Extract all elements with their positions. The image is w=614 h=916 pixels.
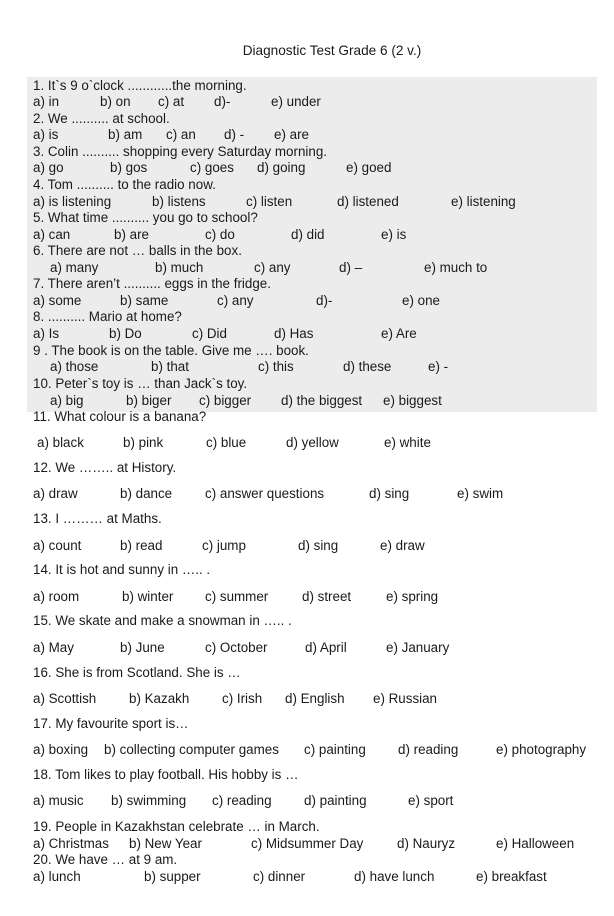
- answer-option: e) Russian: [373, 691, 438, 706]
- answer-option: b) much: [155, 260, 204, 275]
- answer-option: d) Has: [274, 326, 314, 341]
- question-text: 14. It is hot and sunny in ….. .: [33, 562, 211, 577]
- answer-option: c) jump: [202, 538, 246, 553]
- answer-option: c) Irish: [222, 691, 263, 706]
- question-text: 18. Tom likes to play football. His hobby is …: [33, 767, 299, 782]
- answer-option: a) room: [33, 589, 80, 604]
- answer-option: d) reading: [398, 742, 459, 757]
- question-text: 16. She is from Scotland. She is …: [33, 665, 241, 680]
- answer-option: a) lunch: [33, 869, 81, 884]
- answer-option: d) –: [339, 260, 363, 275]
- answer-option: b) listens: [152, 194, 206, 209]
- answer-option: a) many: [50, 260, 99, 275]
- answer-option: e) Halloween: [496, 836, 575, 851]
- answer-option: a) in: [33, 94, 60, 109]
- answer-option: b) same: [120, 293, 169, 308]
- answer-option: b) Kazakh: [129, 691, 190, 706]
- answer-option: b) swimming: [111, 793, 187, 808]
- answer-option: b) dance: [120, 486, 173, 501]
- question-text: 6. There are not … balls in the box.: [33, 243, 242, 258]
- answer-option: d) these: [343, 359, 392, 374]
- answer-option: e) breakfast: [476, 869, 547, 884]
- question-text: 8. .......... Mario at home?: [33, 309, 182, 324]
- answer-option: b) read: [120, 538, 163, 553]
- answer-option: e) one: [402, 293, 440, 308]
- answer-option: c) this: [258, 359, 294, 374]
- answer-option: c) answer questions: [205, 486, 325, 501]
- answer-option: a) May: [33, 640, 74, 655]
- answer-option: e) are: [274, 127, 309, 142]
- answer-option: c) reading: [212, 793, 272, 808]
- answer-option: d) have lunch: [354, 869, 435, 884]
- question-text: 1. It`s 9 o`clock ............the morning.: [33, 78, 247, 93]
- answer-option: c) any: [217, 293, 254, 308]
- question-text: 11. What colour is a banana?: [33, 409, 207, 424]
- answer-option: c) painting: [304, 742, 366, 757]
- answer-option: c) Midsummer Day: [251, 836, 364, 851]
- answer-option: e) sport: [408, 793, 454, 808]
- question-text: 15. We skate and make a snowman in ….. .: [33, 613, 292, 628]
- answer-option: a) those: [50, 359, 99, 374]
- answer-option: a) music: [33, 793, 84, 808]
- answer-option: b) June: [120, 640, 165, 655]
- answer-option: c) an: [166, 127, 196, 142]
- answer-option: e) goed: [346, 160, 392, 175]
- answer-option: a) go: [33, 160, 64, 175]
- answer-option: c) any: [254, 260, 291, 275]
- question-text: 17. My favourite sport is…: [33, 716, 189, 731]
- answer-option: d) sing: [298, 538, 339, 553]
- question-text: 7. There aren’t .......... eggs in the fridge.: [33, 276, 271, 291]
- answer-option: e) listening: [451, 194, 516, 209]
- answer-option: c) do: [205, 227, 235, 242]
- answer-option: c) blue: [206, 435, 247, 450]
- answer-option: b) Do: [109, 326, 142, 341]
- answer-option: d)-: [214, 94, 231, 109]
- question-text: 19. People in Kazakhstan celebrate … in March.: [33, 819, 320, 834]
- answer-option: e) photography: [496, 742, 587, 757]
- answer-option: a) can: [33, 227, 71, 242]
- answer-option: d) going: [257, 160, 306, 175]
- answer-option: b) are: [114, 227, 149, 242]
- answer-option: c) summer: [205, 589, 269, 604]
- answer-option: a) is listening: [33, 194, 112, 209]
- answer-option: a) boxing: [33, 742, 89, 757]
- answer-option: a) draw: [33, 486, 78, 501]
- answer-option: a) some: [33, 293, 82, 308]
- answer-option: d) yellow: [286, 435, 339, 450]
- answer-option: d) -: [224, 127, 245, 142]
- answer-option: a) count: [33, 538, 82, 553]
- answer-option: d)-: [316, 293, 333, 308]
- answer-option: b) New Year: [129, 836, 202, 851]
- answer-option: d) Nauryz: [397, 836, 456, 851]
- answer-option: d) the biggest: [281, 393, 363, 408]
- question-text: 10. Peter`s toy is … than Jack`s toy.: [33, 376, 248, 391]
- answer-option: e) is: [381, 227, 407, 242]
- answer-option: e) swim: [457, 486, 504, 501]
- question-text: 9 . The book is on the table. Give me …. book.: [33, 343, 309, 358]
- answer-option: b) winter: [122, 589, 174, 604]
- question-text: 4. Tom .......... to the radio now.: [33, 177, 216, 192]
- answer-option: e) -: [428, 359, 449, 374]
- answer-option: e) draw: [380, 538, 425, 553]
- answer-option: c) Did: [192, 326, 227, 341]
- answer-option: a) Is: [33, 326, 60, 341]
- answer-option: e) much to: [424, 260, 488, 275]
- answer-option: d) sing: [369, 486, 410, 501]
- answer-option: c) bigger: [199, 393, 252, 408]
- answer-option: b) collecting computer games: [104, 742, 279, 757]
- answer-option: e) January: [386, 640, 450, 655]
- question-text: 3. Colin .......... shopping every Saturday morning.: [33, 144, 327, 159]
- answer-option: d) listened: [337, 194, 399, 209]
- answer-option: e) spring: [386, 589, 439, 604]
- answer-option: e) under: [271, 94, 321, 109]
- answer-option: a) Scottish: [33, 691, 97, 706]
- answer-option: b) gos: [110, 160, 148, 175]
- answer-option: b) am: [108, 127, 143, 142]
- answer-option: c) dinner: [253, 869, 306, 884]
- answer-option: b) pink: [123, 435, 164, 450]
- answer-option: e) Are: [381, 326, 417, 341]
- answer-option: b) that: [151, 359, 189, 374]
- answer-option: a) black: [37, 435, 84, 450]
- answer-option: e) biggest: [383, 393, 442, 408]
- answer-option: b) supper: [144, 869, 201, 884]
- answer-option: c) October: [205, 640, 268, 655]
- question-text: 2. We .......... at school.: [33, 111, 170, 126]
- question-text: 5. What time .......... you go to school?: [33, 210, 258, 225]
- answer-option: d) painting: [304, 793, 367, 808]
- answer-option: d) did: [291, 227, 325, 242]
- answer-option: c) listen: [246, 194, 293, 209]
- answer-option: b) on: [100, 94, 131, 109]
- answer-option: e) white: [384, 435, 431, 450]
- answer-option: d) April: [305, 640, 347, 655]
- answer-option: d) English: [285, 691, 345, 706]
- question-text: 13. I ……… at Maths.: [33, 511, 162, 526]
- answer-option: b) biger: [126, 393, 172, 408]
- answer-option: a) big: [50, 393, 84, 408]
- answer-option: a) Christmas: [33, 836, 109, 851]
- answer-option: d) street: [302, 589, 352, 604]
- question-text: 12. We …….. at History.: [33, 460, 177, 475]
- answer-option: a) is: [33, 127, 59, 142]
- question-text: 20. We have … at 9 am.: [33, 852, 178, 867]
- page-title: Diagnostic Test Grade 6 (2 v.): [242, 43, 422, 58]
- answer-option: c) goes: [190, 160, 234, 175]
- answer-option: c) at: [158, 94, 185, 109]
